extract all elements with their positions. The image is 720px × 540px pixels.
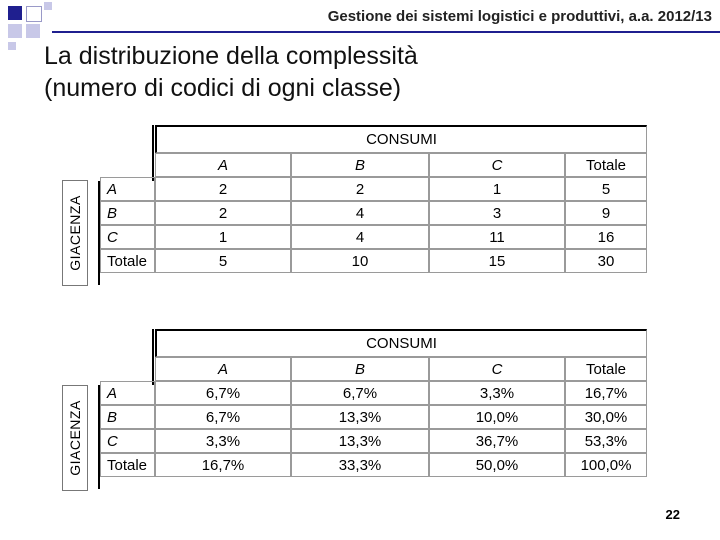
table-row (100, 429, 647, 453)
table2-cell: 6,7% (155, 405, 291, 429)
table1-cell: 15 (429, 249, 565, 273)
table1-grid (100, 125, 647, 273)
decor-square-dark-1 (8, 6, 22, 20)
table1 (100, 125, 647, 273)
table2-cell: 3,3% (429, 381, 565, 405)
table2-grid (100, 329, 647, 477)
table1-cell: 16 (565, 225, 647, 249)
table-row (100, 201, 647, 225)
table2-cell: 3,3% (155, 429, 291, 453)
table1-row-label: Totale (100, 249, 155, 273)
table1-cell: 9 (565, 201, 647, 225)
table-row (100, 249, 647, 273)
table1-row-group-label: GIACENZA (62, 180, 88, 286)
table1-cell: 1 (429, 177, 565, 201)
table-row (100, 405, 647, 429)
table2-row-label: Totale (100, 453, 155, 477)
table1-col-header: A (155, 153, 291, 177)
table1-col-group-label: CONSUMI (155, 125, 647, 153)
table1-cell: 2 (155, 177, 291, 201)
table2-col-header: Totale (565, 357, 647, 381)
table2-col-group-label: CONSUMI (155, 329, 647, 357)
table2-col-header: B (291, 357, 429, 381)
table2-cell: 100,0% (565, 453, 647, 477)
table1-row-label: B (100, 201, 155, 225)
table1-cell: 10 (291, 249, 429, 273)
table2-cell: 6,7% (291, 381, 429, 405)
table1-col-header: C (429, 153, 565, 177)
table1-row-label: C (100, 225, 155, 249)
table1-cell: 5 (155, 249, 291, 273)
table1-cell: 3 (429, 201, 565, 225)
decor-square-light-4 (8, 42, 16, 50)
table2-col-header: A (155, 357, 291, 381)
table2-cell: 30,0% (565, 405, 647, 429)
table2-cell: 36,7% (429, 429, 565, 453)
table2-cell: 16,7% (155, 453, 291, 477)
table2-cell: 13,3% (291, 405, 429, 429)
decor-square-light-2 (44, 2, 52, 10)
table-row (100, 225, 647, 249)
table1-col-header: B (291, 153, 429, 177)
decor-square-light-3 (8, 24, 22, 38)
table1-cell: 1 (155, 225, 291, 249)
table1-cell: 30 (565, 249, 647, 273)
decor-square-dark-2 (26, 24, 40, 38)
table1-cell: 4 (291, 225, 429, 249)
table-row (100, 453, 647, 477)
table2-cell: 10,0% (429, 405, 565, 429)
table1-cell: 2 (291, 177, 429, 201)
table2-cell: 6,7% (155, 381, 291, 405)
page-number: 22 (665, 507, 680, 522)
decor-square-light-1 (26, 6, 42, 22)
slide-title (44, 40, 684, 104)
table2-cell: 53,3% (565, 429, 647, 453)
header-title: Gestione dei sistemi logistici e produttivi, a.a. 2012/13 (327, 8, 712, 25)
table1-cell: 5 (565, 177, 647, 201)
table2-cell: 16,7% (565, 381, 647, 405)
table1-col-header: Totale (565, 153, 647, 177)
table-row (100, 177, 647, 201)
table2-row-label: B (100, 405, 155, 429)
slide-title-line-2: (numero di codici di ogni classe) (44, 74, 402, 102)
slide-title-line-1: La distribuzione della complessità (44, 42, 418, 70)
table2-cell: 33,3% (291, 453, 429, 477)
table2-row-label: A (100, 381, 155, 405)
table2 (100, 329, 647, 477)
table2-cell: 13,3% (291, 429, 429, 453)
header-rule (52, 31, 720, 33)
table-row (100, 381, 647, 405)
table1-cell: 11 (429, 225, 565, 249)
table1-cell: 4 (291, 201, 429, 225)
table2-col-header: C (429, 357, 565, 381)
table2-row-group-label: GIACENZA (62, 385, 88, 491)
table1-row-label: A (100, 177, 155, 201)
table1-cell: 2 (155, 201, 291, 225)
table2-row-label: C (100, 429, 155, 453)
table2-cell: 50,0% (429, 453, 565, 477)
